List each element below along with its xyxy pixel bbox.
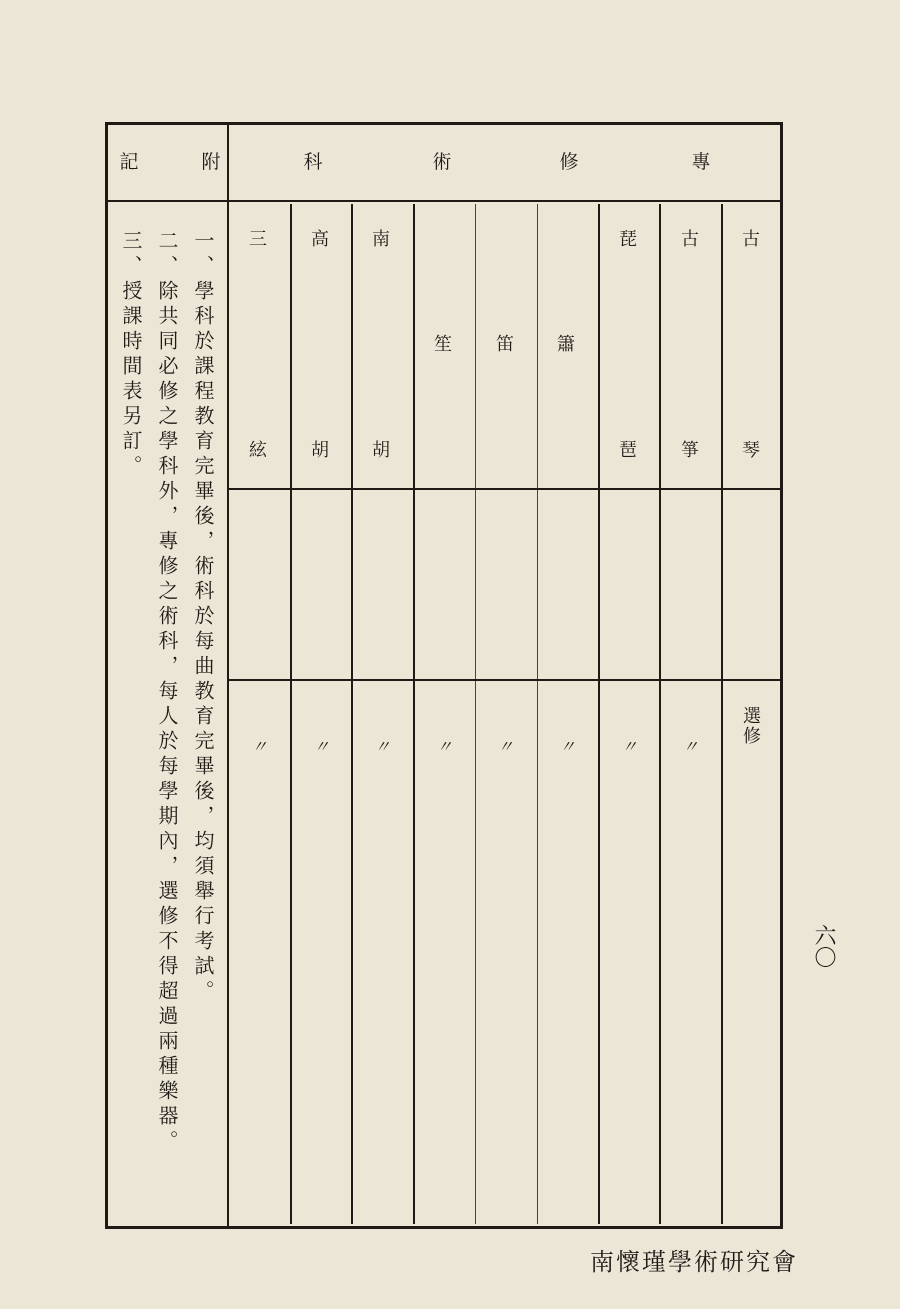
header-section-zhuan: 專 — [691, 151, 711, 173]
instrument-xiao: 簫 — [557, 334, 575, 355]
header-section-shu: 術 — [432, 151, 452, 173]
ditto-mark: 〃 — [251, 737, 267, 756]
ditto-mark: 〃 — [436, 737, 452, 756]
remark-note-2: 二、除共同必修之學科外，專修之術科，每人於每學期內，選修不得超過兩種樂器。 — [155, 230, 179, 1155]
remarks-divider — [227, 122, 229, 1229]
row-rule-1 — [229, 488, 780, 490]
ditto-mark: 〃 — [682, 737, 698, 756]
instrument-nanhu-top: 南 — [372, 229, 390, 250]
instrument-guzheng-top: 古 — [681, 229, 699, 250]
instrument-guqin-top: 古 — [742, 229, 760, 250]
header-remarks-fu: 附 — [201, 151, 221, 173]
instrument-pipa-top: 琵 — [619, 229, 637, 250]
elective-label: 選修 — [740, 706, 761, 746]
col-line-1 — [290, 204, 292, 1224]
header-section-ke: 科 — [303, 151, 323, 173]
remark-note-3: 三、授課時間表另訂。 — [119, 230, 143, 480]
instrument-gaohu-bottom: 胡 — [311, 440, 329, 461]
row-rule-2 — [229, 679, 780, 681]
instrument-guqin-bottom: 琴 — [742, 440, 760, 461]
publisher-footer: 南懷瑾學術研究會 — [590, 1248, 798, 1276]
instrument-nanhu-bottom: 胡 — [372, 440, 390, 461]
frame-left — [105, 122, 108, 1229]
instrument-sheng: 笙 — [434, 334, 452, 355]
header-section-xiu: 修 — [559, 151, 579, 173]
header-remarks-ji: 記 — [119, 151, 139, 173]
ditto-mark: 〃 — [374, 737, 390, 756]
col-line-7 — [659, 204, 661, 1224]
ditto-mark: 〃 — [621, 737, 637, 756]
instrument-sanxian-top: 三 — [249, 229, 267, 250]
instrument-di: 笛 — [496, 334, 514, 355]
remark-note-1: 一、學科於課程教育完畢後，術科於每曲教育完畢後，均須舉行考試。 — [191, 230, 215, 1005]
page-number: 六〇 — [811, 924, 836, 968]
instrument-sanxian-bottom: 絃 — [249, 440, 267, 461]
ditto-mark: 〃 — [559, 737, 575, 756]
instrument-guzheng-bottom: 箏 — [681, 440, 699, 461]
col-line-8 — [721, 204, 723, 1224]
col-line-3 — [413, 204, 415, 1224]
col-line-5 — [537, 204, 538, 1224]
ditto-mark: 〃 — [497, 737, 513, 756]
header-rule — [108, 200, 780, 202]
col-line-6 — [598, 204, 600, 1224]
frame-top — [105, 122, 783, 125]
frame-right — [780, 122, 783, 1229]
col-line-4 — [475, 204, 476, 1224]
col-line-2 — [351, 204, 353, 1224]
ditto-mark: 〃 — [313, 737, 329, 756]
instrument-pipa-bottom: 琶 — [619, 440, 637, 461]
frame-bottom — [105, 1226, 783, 1229]
instrument-gaohu-top: 高 — [311, 229, 329, 250]
